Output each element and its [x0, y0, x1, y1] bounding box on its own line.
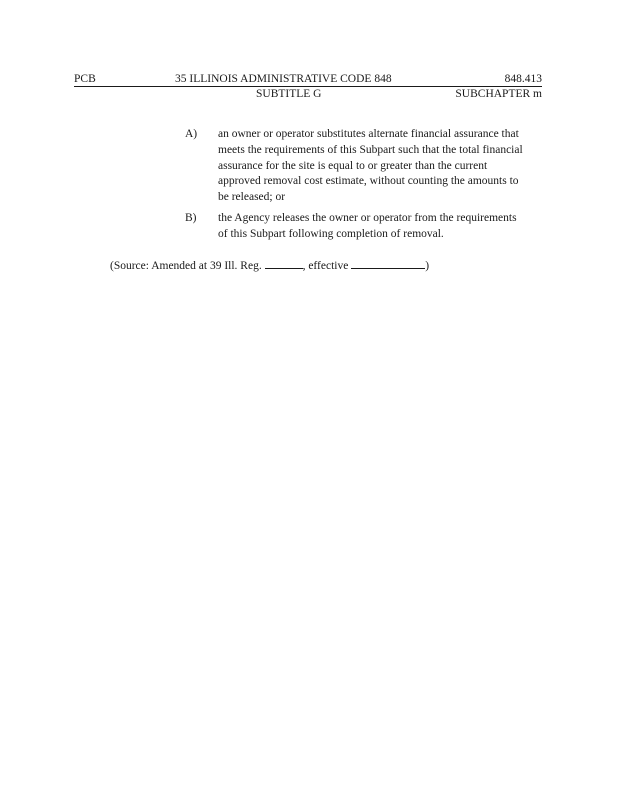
- effective-date-blank: [351, 257, 425, 269]
- header-subtitle: SUBTITLE G: [256, 88, 322, 100]
- item-text: [218, 127, 548, 206]
- source-suffix: ): [425, 260, 430, 272]
- header-subchapter: SUBCHAPTER m: [455, 88, 542, 100]
- item-text-line: approved removal cost estimate, without counting the amounts to: [218, 175, 519, 188]
- source-middle: , effective: [302, 260, 349, 272]
- source-note: [110, 257, 429, 274]
- item-text-line: an owner or operator substitutes alternate financial assurance that: [218, 128, 519, 140]
- item-text-line: the Agency releases the owner or operator from the requirements: [218, 212, 517, 224]
- header-agency: PCB: [74, 73, 96, 85]
- item-text: [218, 211, 548, 243]
- item-text-line: of this Subpart following completion of removal.: [218, 227, 444, 240]
- item-text-line: meets the requirements of this Subpart such that the total financial: [218, 143, 523, 156]
- header-top-row: [74, 72, 542, 87]
- item-label: B): [185, 212, 197, 224]
- page-header: [74, 72, 542, 101]
- register-page-blank: [265, 257, 303, 269]
- source-prefix: (Source: Amended at 39 Ill. Reg.: [110, 260, 262, 272]
- header-code-title: 35 ILLINOIS ADMINISTRATIVE CODE 848: [175, 73, 392, 85]
- item-text-line: be released; or: [218, 191, 286, 204]
- header-section-number: 848.413: [504, 73, 542, 85]
- item-text-line: assurance for the site is equal to or greater than the current: [218, 159, 488, 172]
- item-label: A): [185, 128, 198, 140]
- header-bottom-row: [74, 87, 542, 101]
